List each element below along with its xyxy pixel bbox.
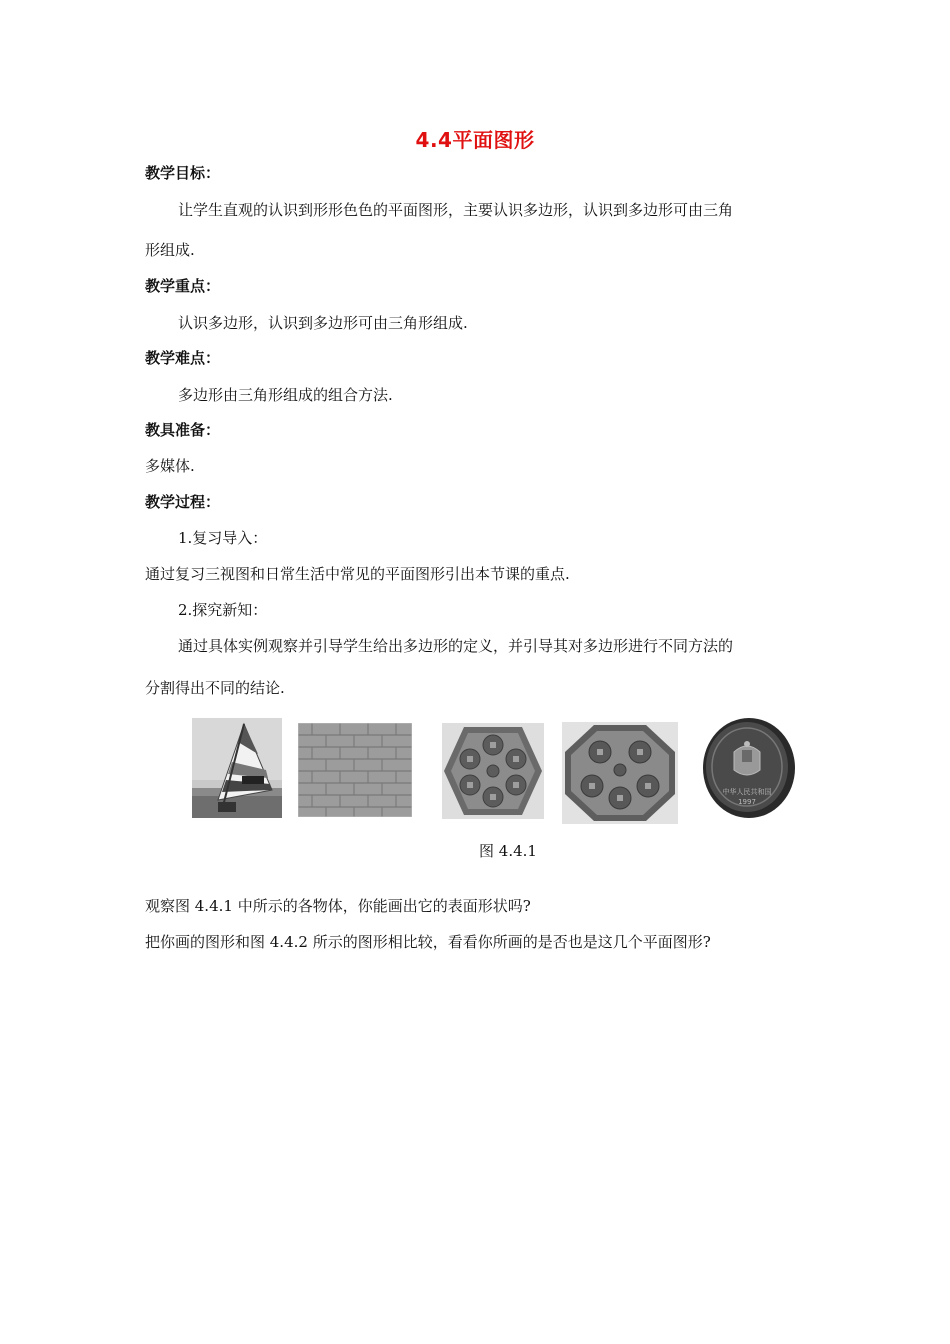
goals-text-line2: 形组成. bbox=[145, 241, 195, 259]
key-points-text: 认识多边形，认识到多边形可由三角形组成. bbox=[178, 314, 468, 332]
materials-text: 多媒体. bbox=[145, 457, 195, 475]
step1-label: 1.复习导入： bbox=[178, 529, 268, 547]
figure-caption: 图 4.4.1 bbox=[479, 842, 537, 860]
key-points-heading: 教学重点： bbox=[145, 277, 221, 295]
coin-inscription: 中华人民共和国 bbox=[722, 788, 772, 796]
question-2: 把你画的图形和图 4.4.2 所示的图形相比较，看看你所画的是否也是这几个平面图形? bbox=[145, 933, 711, 951]
page-title: 4.4平面图形 bbox=[415, 128, 535, 152]
question-1: 观察图 4.4.1 中所示的各物体，你能画出它的表面形状吗? bbox=[145, 897, 531, 915]
step2-text-line2: 分割得出不同的结论. bbox=[145, 679, 285, 697]
difficulties-heading: 教学难点： bbox=[145, 349, 221, 367]
difficulties-text: 多边形由三角形组成的组合方法. bbox=[178, 386, 393, 404]
coin-image bbox=[700, 716, 796, 820]
octagonal-tile-image bbox=[562, 722, 678, 824]
goals-text-line1: 让学生直观的认识到形形色色的平面图形，主要认识多边形，认识到多边形可由三角 bbox=[178, 201, 734, 219]
step2-label: 2.探究新知： bbox=[178, 601, 268, 619]
brick-wall-image bbox=[298, 723, 412, 817]
materials-heading: 教具准备： bbox=[145, 421, 221, 439]
goals-heading: 教学目标： bbox=[145, 164, 221, 182]
hexagonal-tile-image bbox=[442, 723, 544, 819]
coin-year: 1997 bbox=[738, 798, 756, 806]
sailboard-image bbox=[192, 718, 282, 818]
process-heading: 教学过程： bbox=[145, 493, 221, 511]
step1-text: 通过复习三视图和日常生活中常见的平面图形引出本节课的重点. bbox=[145, 565, 570, 583]
step2-text-line1: 通过具体实例观察并引导学生给出多边形的定义，并引导其对多边形进行不同方法的 bbox=[178, 637, 734, 655]
